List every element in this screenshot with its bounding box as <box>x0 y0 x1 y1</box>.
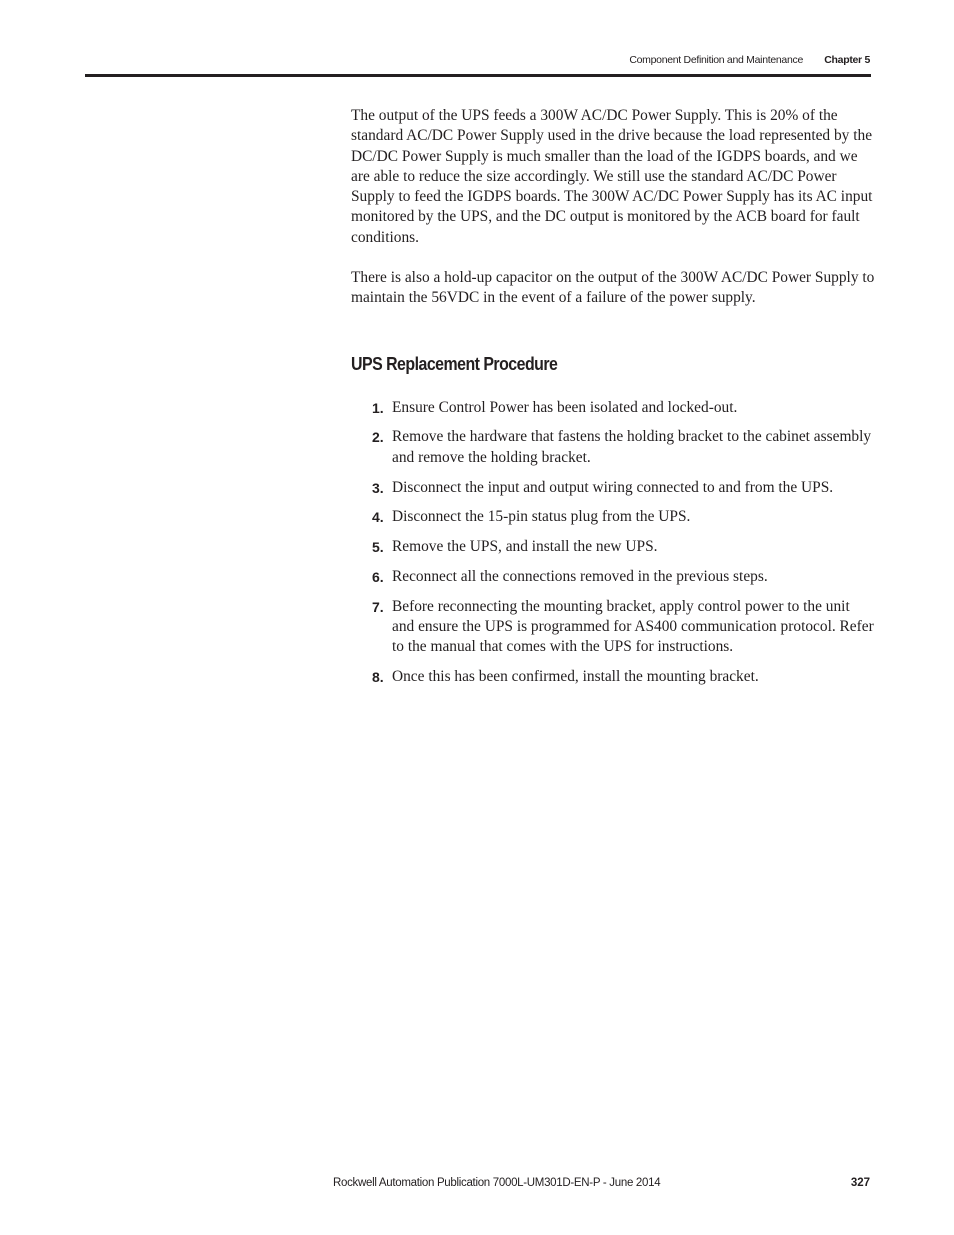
step-text: Once this has been confirmed, install the mounting bracket. <box>392 668 759 686</box>
procedure-step <box>351 478 875 498</box>
running-header-section: Component Definition and Maintenance <box>629 54 803 66</box>
procedure-step <box>351 427 875 468</box>
step-number: 7. <box>372 598 384 615</box>
procedure-step <box>351 507 875 527</box>
step-number: 8. <box>372 669 384 686</box>
step-text: Ensure Control Power has been isolated and locked-out. <box>392 398 738 416</box>
procedure-step <box>351 597 875 658</box>
procedure-step <box>351 398 875 418</box>
procedure-step <box>351 537 875 557</box>
footer-publication: Rockwell Automation Publication 7000L-UM301D-EN-P - June 2014 <box>333 1177 661 1189</box>
running-header-chapter: Chapter 5 <box>824 54 870 66</box>
step-text: Before reconnecting the mounting bracket, apply control power to the unit and ensure the UPS is programmed for AS400 communication protocol. Refer to the manual that comes with the UPS for instructions. <box>392 597 874 656</box>
step-number: 6. <box>372 568 384 585</box>
step-text: Reconnect all the connections removed in the previous steps. <box>392 567 768 585</box>
step-text: Remove the hardware that fastens the holding bracket to the cabinet assembly and remove the holding bracket. <box>392 428 872 466</box>
section-heading: UPS Replacement Procedure <box>351 352 558 374</box>
step-text: Disconnect the 15-pin status plug from the UPS. <box>392 508 691 526</box>
step-text: Remove the UPS, and install the new UPS. <box>392 538 658 556</box>
page-number: 327 <box>850 1177 870 1189</box>
header-divider <box>85 74 871 77</box>
procedure-steps-list <box>351 398 875 688</box>
step-number: 2. <box>372 429 384 446</box>
page-content <box>351 106 875 697</box>
procedure-step <box>351 567 875 587</box>
procedure-step <box>351 667 875 687</box>
body-paragraph-2: There is also a hold-up capacitor on the output of the 300W AC/DC Power Supply to maintain the 56VDC in the event of a failure of the power supply. <box>351 269 875 307</box>
body-paragraph-1: The output of the UPS feeds a 300W AC/DC Power Supply. This is 20% of the standard AC/DC Power Supply used in the drive because the load represented by the DC/DC Power Supply is much smaller than the load of the IGDPS boards, and we are able to reduce the size accordingly. We still use the standard AC/DC Power Supply to feed the IGDPS boards. The 300W AC/DC Power Supply has its AC input monitored by the UPS, and the DC output is monitored by the ACB board for fault conditions. <box>351 107 873 246</box>
step-number: 4. <box>372 509 384 526</box>
step-number: 5. <box>372 539 384 556</box>
step-text: Disconnect the input and output wiring connected to and from the UPS. <box>392 478 834 496</box>
step-number: 3. <box>372 479 384 496</box>
step-number: 1. <box>372 399 384 416</box>
